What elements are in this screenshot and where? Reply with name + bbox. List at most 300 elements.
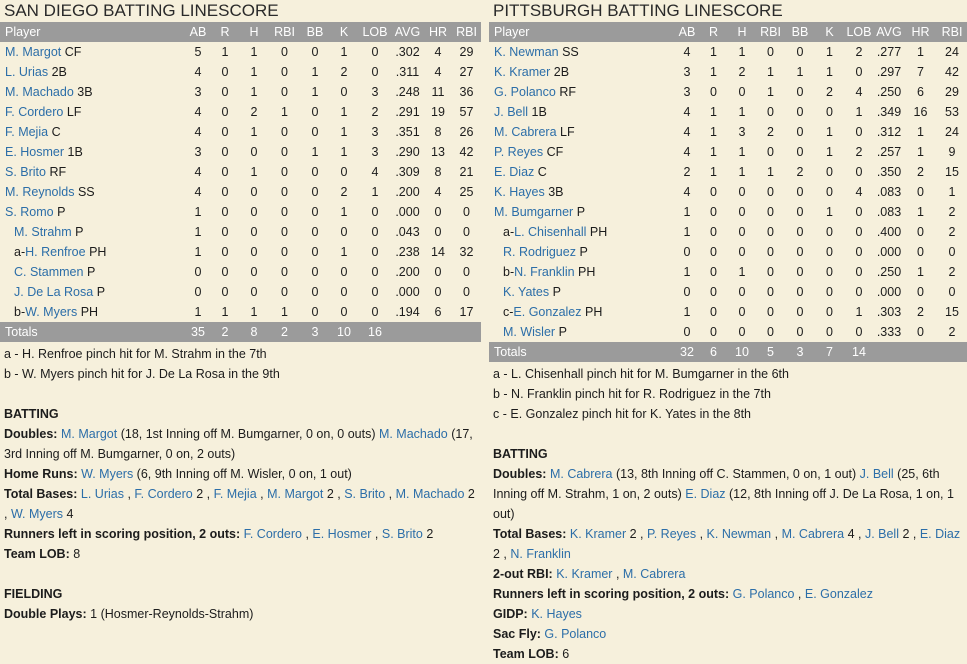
stat-cell: 4 bbox=[683, 145, 691, 159]
stat-cell: 0 bbox=[340, 265, 348, 279]
stat-label: Runners left in scoring position, 2 outs: bbox=[493, 587, 730, 601]
player-cell bbox=[489, 82, 675, 102]
stat-cell: 0 bbox=[250, 265, 258, 279]
stat-cell: .200 bbox=[395, 185, 420, 199]
player-link[interactable]: M. Margot bbox=[5, 45, 62, 59]
stat-cell: 3 bbox=[311, 325, 319, 339]
stat-label: Double Plays: bbox=[4, 607, 87, 621]
column-header: AVG bbox=[876, 25, 902, 39]
stat-cell: 1 bbox=[767, 165, 774, 179]
stat-cell: .000 bbox=[395, 205, 420, 219]
stat-cell: 0 bbox=[434, 285, 442, 299]
player-link[interactable]: K. Newman bbox=[494, 45, 559, 59]
stat-cell: 0 bbox=[767, 325, 774, 339]
stat-cell: 0 bbox=[796, 185, 804, 199]
player-link[interactable]: G. Polanco bbox=[494, 85, 556, 99]
player-link[interactable]: G. Polanco bbox=[732, 587, 795, 601]
stat-cell: 2 bbox=[855, 45, 863, 59]
stat-cell: 0 bbox=[855, 225, 863, 239]
column-header: K bbox=[339, 25, 349, 39]
stat-label: Doubles: bbox=[493, 467, 547, 481]
stat-cell: 0 bbox=[463, 285, 470, 299]
stat-cell: 3 bbox=[371, 125, 379, 139]
stat-text: 6 bbox=[562, 647, 570, 661]
stat-cell: 1 bbox=[311, 85, 319, 99]
player-link[interactable]: F. Cordero bbox=[134, 487, 193, 501]
table-row bbox=[489, 202, 967, 222]
player-link[interactable]: E. Diaz bbox=[494, 165, 535, 179]
stat-cell: 0 bbox=[855, 65, 863, 79]
stat-cell: 0 bbox=[767, 145, 774, 159]
player-link[interactable]: S. Romo bbox=[5, 205, 54, 219]
player-link[interactable]: M. Machado bbox=[378, 427, 448, 441]
stat-cell: 0 bbox=[710, 85, 717, 99]
position: RF bbox=[559, 85, 576, 99]
stat-cell: .000 bbox=[876, 245, 902, 259]
player-link[interactable]: M. Bumgarner bbox=[494, 205, 574, 219]
stat-cell: 1 bbox=[767, 85, 774, 99]
player-link[interactable]: L. Urias bbox=[5, 65, 49, 79]
player-link[interactable]: S. Brito bbox=[344, 487, 386, 501]
stat-cell: 8 bbox=[434, 165, 442, 179]
stat-cell: 0 bbox=[796, 305, 804, 319]
stat-cell: 2 bbox=[767, 125, 774, 139]
stat-cell: 1 bbox=[250, 305, 258, 319]
player-link[interactable]: E. Diaz bbox=[919, 527, 961, 541]
stat-cell: 1 bbox=[917, 45, 924, 59]
stat-cell: 0 bbox=[710, 285, 717, 299]
stat-cell: 0 bbox=[281, 245, 288, 259]
table-row bbox=[0, 62, 481, 82]
position: 2B bbox=[553, 65, 570, 79]
player-link[interactable]: C. Stammen bbox=[14, 265, 84, 279]
stat-cell: 2 bbox=[221, 325, 229, 339]
stat-cell: 0 bbox=[434, 205, 442, 219]
stat-cell: 1 bbox=[826, 65, 833, 79]
stat-cell: 0 bbox=[221, 285, 229, 299]
stat-cell: 1 bbox=[948, 185, 956, 199]
stat-cell: 8 bbox=[434, 125, 442, 139]
player-link[interactable]: E. Hosmer bbox=[312, 527, 372, 541]
stat-cell: 0 bbox=[826, 165, 833, 179]
stat-cell: 0 bbox=[340, 165, 348, 179]
player-link[interactable]: M. Wisler bbox=[503, 325, 556, 339]
stat-cell: 0 bbox=[221, 125, 229, 139]
column-header: HR bbox=[911, 25, 930, 39]
stat-cell: 0 bbox=[221, 85, 229, 99]
stat-cell: 2 bbox=[371, 105, 379, 119]
stat-text: 4 , bbox=[844, 527, 865, 541]
player-link[interactable]: M. Cabrera bbox=[549, 467, 613, 481]
stat-line bbox=[4, 424, 477, 464]
player-link[interactable]: E. Gonzalez bbox=[513, 305, 582, 319]
stat-cell: 3 bbox=[194, 85, 202, 99]
player-link[interactable]: M. Cabrera bbox=[494, 125, 557, 139]
stat-cell: 1 bbox=[194, 205, 202, 219]
player-link[interactable]: M. Margot bbox=[267, 487, 324, 501]
stat-line bbox=[4, 604, 477, 624]
stat-cell: 36 bbox=[459, 85, 474, 99]
stat-cell: .248 bbox=[395, 85, 420, 99]
table-row bbox=[489, 102, 967, 122]
stat-cell: 0 bbox=[796, 125, 804, 139]
column-header: RBI bbox=[274, 25, 295, 39]
stat-cell: 1 bbox=[250, 165, 258, 179]
player-link[interactable]: M. Machado bbox=[5, 85, 74, 99]
stat-cell: 0 bbox=[463, 205, 470, 219]
position: SS bbox=[77, 185, 95, 199]
table-row bbox=[0, 302, 481, 322]
stat-cell: 3 bbox=[371, 145, 379, 159]
table-row bbox=[489, 282, 967, 302]
stat-cell: 0 bbox=[434, 265, 442, 279]
player-cell bbox=[489, 242, 675, 262]
stat-cell: 1 bbox=[855, 105, 863, 119]
stat-cell: .303 bbox=[876, 305, 902, 319]
stat-label: Home Runs: bbox=[4, 467, 78, 481]
position: P bbox=[57, 205, 66, 219]
table-row bbox=[489, 322, 967, 342]
stat-cell: 0 bbox=[250, 145, 258, 159]
stat-cell: 10 bbox=[735, 345, 749, 359]
stat-label: Total Bases: bbox=[4, 487, 78, 501]
stat-cell: 0 bbox=[311, 105, 319, 119]
stat-cell: 0 bbox=[340, 225, 348, 239]
player-link[interactable]: J. Bell bbox=[494, 105, 529, 119]
stat-cell: 0 bbox=[767, 105, 774, 119]
player-link[interactable]: J. Bell bbox=[864, 527, 899, 541]
player-link[interactable]: M. Cabrera bbox=[622, 567, 686, 581]
stat-cell: 0 bbox=[796, 45, 804, 59]
stat-cell: 0 bbox=[826, 225, 833, 239]
stat-cell: 0 bbox=[281, 125, 288, 139]
stat-cell: 0 bbox=[221, 205, 229, 219]
position: P bbox=[86, 265, 96, 279]
stat-cell: .291 bbox=[395, 105, 420, 119]
stat-cell: 0 bbox=[281, 265, 288, 279]
stat-cell: 32 bbox=[680, 345, 694, 359]
stat-cell: 0 bbox=[710, 225, 717, 239]
stat-cell: 0 bbox=[796, 225, 804, 239]
stat-cell: 1 bbox=[826, 145, 833, 159]
stat-cell: 16 bbox=[368, 325, 382, 339]
player-link[interactable]: R. Rodriguez bbox=[503, 245, 576, 259]
stat-cell: 1 bbox=[194, 225, 202, 239]
stat-cell: 0 bbox=[340, 305, 348, 319]
stat-cell: 4 bbox=[855, 85, 863, 99]
stat-cell: 0 bbox=[855, 245, 863, 259]
header-row bbox=[0, 22, 481, 42]
stat-cell: 0 bbox=[340, 285, 348, 299]
player-link[interactable]: F. Cordero bbox=[5, 105, 64, 119]
stat-cell: 1 bbox=[826, 125, 833, 139]
stat-cell: 2 bbox=[826, 85, 833, 99]
position: LF bbox=[66, 105, 82, 119]
notes bbox=[0, 342, 481, 624]
stat-line bbox=[4, 544, 477, 564]
player-link[interactable]: K. Hayes bbox=[531, 607, 582, 621]
column-header: R bbox=[220, 25, 230, 39]
stat-cell: 1 bbox=[855, 305, 863, 319]
stat-cell: 1 bbox=[281, 305, 288, 319]
table-row bbox=[489, 242, 967, 262]
player-link[interactable]: K. Yates bbox=[503, 285, 550, 299]
stat-cell: 1 bbox=[250, 85, 258, 99]
stat-cell: 0 bbox=[917, 285, 924, 299]
stat-cell: 2 bbox=[917, 305, 924, 319]
stat-text: 2 , bbox=[323, 487, 345, 501]
table-row bbox=[0, 122, 481, 142]
player-link[interactable]: F. Mejia bbox=[213, 487, 257, 501]
stat-cell: 0 bbox=[710, 265, 717, 279]
player-cell bbox=[489, 62, 675, 82]
stat-cell: .238 bbox=[395, 245, 420, 259]
stat-cell: 0 bbox=[738, 305, 746, 319]
stat-cell: .309 bbox=[395, 165, 420, 179]
stat-label: Runners left in scoring position, 2 outs: bbox=[4, 527, 241, 541]
stat-line bbox=[493, 644, 963, 664]
position: CF bbox=[64, 45, 82, 59]
stat-cell: 0 bbox=[221, 225, 229, 239]
player-cell bbox=[489, 262, 675, 282]
player-link[interactable]: K. Kramer bbox=[569, 527, 627, 541]
stat-cell: .349 bbox=[876, 105, 902, 119]
stat-cell: 2 bbox=[917, 165, 924, 179]
table-row bbox=[489, 162, 967, 182]
player-link[interactable]: S. Brito bbox=[381, 527, 423, 541]
stat-cell: 8 bbox=[250, 325, 258, 339]
stat-text: 4 bbox=[63, 507, 74, 521]
stat-cell: 0 bbox=[683, 325, 691, 339]
position: P bbox=[579, 245, 588, 259]
player-cell bbox=[0, 282, 186, 302]
player-link[interactable]: G. Polanco bbox=[544, 627, 607, 641]
player-link[interactable]: F. Cordero bbox=[243, 527, 302, 541]
stat-cell: 4 bbox=[434, 65, 442, 79]
column-header: R bbox=[708, 25, 719, 39]
stat-cell bbox=[937, 342, 967, 362]
totals-label: Totals bbox=[494, 345, 527, 359]
stat-cell: 0 bbox=[683, 245, 691, 259]
stat-cell: 4 bbox=[194, 185, 202, 199]
stat-text: 2 , bbox=[4, 487, 475, 521]
stat-cell: 0 bbox=[917, 225, 924, 239]
player-cell bbox=[0, 262, 186, 282]
stat-cell: 21 bbox=[459, 165, 474, 179]
stat-cell: 2 bbox=[948, 225, 956, 239]
spacer bbox=[4, 384, 477, 404]
stat-cell: 0 bbox=[221, 165, 229, 179]
stat-text: 1 (Hosmer-Reynolds-Strahm) bbox=[90, 607, 254, 621]
stat-cell: 0 bbox=[463, 265, 470, 279]
stat-cell: 0 bbox=[281, 165, 288, 179]
stat-cell: 2 bbox=[340, 185, 348, 199]
column-header: BB bbox=[791, 25, 809, 39]
stat-cell: .297 bbox=[876, 65, 902, 79]
stat-cell: 42 bbox=[945, 65, 959, 79]
stat-cell: 1 bbox=[710, 125, 717, 139]
player-link[interactable]: E. Hosmer bbox=[5, 145, 65, 159]
table-row bbox=[489, 262, 967, 282]
player-link[interactable]: S. Brito bbox=[5, 165, 46, 179]
column-header: RBI bbox=[760, 25, 781, 39]
stat-cell: 1 bbox=[738, 105, 746, 119]
stat-cell: 24 bbox=[945, 45, 959, 59]
stat-cell: 0 bbox=[917, 325, 924, 339]
stat-cell: 0 bbox=[826, 305, 833, 319]
table-row bbox=[0, 82, 481, 102]
player-link[interactable]: M. Cabrera bbox=[781, 527, 845, 541]
player-cell bbox=[489, 122, 675, 142]
footnote: a - H. Renfroe pinch hit for M. Strahm in the 7th bbox=[4, 347, 267, 361]
stat-cell: 0 bbox=[281, 85, 288, 99]
player-link[interactable]: K. Newman bbox=[706, 527, 772, 541]
stat-cell: 6 bbox=[710, 345, 717, 359]
player-link[interactable]: M. Reynolds bbox=[5, 185, 75, 199]
stat-cell: 3 bbox=[194, 145, 202, 159]
player-link[interactable]: J. Bell bbox=[859, 467, 894, 481]
player-link[interactable]: L. Urias bbox=[80, 487, 124, 501]
footnote: a - L. Chisenhall pinch hit for M. Bumgarner in the 6th bbox=[493, 367, 789, 381]
stat-cell: 1 bbox=[917, 205, 924, 219]
stat-cell: 0 bbox=[796, 205, 804, 219]
player-cell bbox=[0, 182, 186, 202]
player-link[interactable]: W. Myers bbox=[81, 467, 134, 481]
stat-cell: 0 bbox=[371, 225, 379, 239]
batting-table bbox=[489, 22, 967, 362]
stat-cell: 0 bbox=[855, 205, 863, 219]
spacer bbox=[4, 564, 477, 584]
position: P bbox=[558, 325, 567, 339]
position: P bbox=[552, 285, 561, 299]
stat-cell: 0 bbox=[738, 205, 746, 219]
player-cell bbox=[489, 282, 675, 302]
stat-cell: 35 bbox=[191, 325, 205, 339]
player-link[interactable]: K. Kramer bbox=[556, 567, 613, 581]
stat-text: 2 , bbox=[898, 527, 920, 541]
position: LF bbox=[560, 125, 575, 139]
stat-cell: 0 bbox=[855, 325, 863, 339]
column-header: AB bbox=[678, 25, 696, 39]
player-link[interactable]: N. Franklin bbox=[510, 547, 571, 561]
player-link[interactable]: L. Chisenhall bbox=[514, 225, 587, 239]
stat-cell: .194 bbox=[395, 305, 420, 319]
stat-cell: 1 bbox=[710, 145, 717, 159]
stat-label: 2-out RBI: bbox=[493, 567, 553, 581]
batting-table bbox=[0, 22, 481, 342]
player-cell bbox=[489, 182, 675, 202]
player-link[interactable]: J. De La Rosa bbox=[14, 285, 94, 299]
player-link[interactable]: E. Gonzalez bbox=[804, 587, 873, 601]
stat-cell: .250 bbox=[876, 265, 902, 279]
player-link[interactable]: F. Mejia bbox=[5, 125, 49, 139]
player-link[interactable]: K. Kramer bbox=[494, 65, 551, 79]
player-link[interactable]: K. Hayes bbox=[494, 185, 545, 199]
stat-cell: 29 bbox=[945, 85, 959, 99]
player-link[interactable]: P. Reyes bbox=[494, 145, 544, 159]
notes bbox=[489, 362, 967, 664]
stat-cell: 1 bbox=[710, 65, 717, 79]
stat-cell: 2 bbox=[948, 265, 956, 279]
stat-cell: 4 bbox=[683, 45, 691, 59]
table-row bbox=[0, 102, 481, 122]
stat-cell: .257 bbox=[876, 145, 902, 159]
stat-cell: 1 bbox=[917, 125, 924, 139]
table-row bbox=[489, 82, 967, 102]
player-cell bbox=[0, 62, 186, 82]
table-row bbox=[0, 222, 481, 242]
stat-label: Team LOB: bbox=[493, 647, 559, 661]
player-link[interactable]: P. Reyes bbox=[647, 527, 697, 541]
stat-cell: .302 bbox=[395, 45, 420, 59]
stat-cell: 2 bbox=[796, 165, 804, 179]
stat-cell: 0 bbox=[738, 85, 746, 99]
stat-cell: 0 bbox=[738, 285, 746, 299]
stat-cell: 2 bbox=[683, 165, 691, 179]
stat-cell: 0 bbox=[371, 285, 379, 299]
totals-row bbox=[489, 342, 967, 362]
player-link[interactable]: W. Myers bbox=[10, 507, 64, 521]
stat-line bbox=[493, 524, 963, 564]
player-link[interactable]: M. Machado bbox=[395, 487, 465, 501]
stat-line bbox=[4, 484, 477, 524]
sub-letter: c- bbox=[503, 305, 514, 319]
stat-cell: 6 bbox=[434, 305, 442, 319]
stat-cell: 1 bbox=[250, 125, 258, 139]
stat-cell: 1 bbox=[340, 245, 348, 259]
column-header: LOB bbox=[362, 25, 388, 39]
stat-text: 2 , bbox=[493, 547, 511, 561]
stat-cell: 3 bbox=[796, 345, 804, 359]
position: 1B bbox=[531, 105, 547, 119]
stat-text: 2 , bbox=[192, 487, 214, 501]
stat-cell: 2 bbox=[948, 325, 956, 339]
stat-cell: 3 bbox=[683, 65, 691, 79]
stat-cell: 0 bbox=[311, 225, 319, 239]
footnote: b - W. Myers pinch hit for J. De La Rosa in the 9th bbox=[4, 367, 280, 381]
column-header: K bbox=[825, 25, 834, 39]
player-cell bbox=[489, 222, 675, 242]
stat-cell: 0 bbox=[311, 305, 319, 319]
player-link[interactable]: M. Margot bbox=[60, 427, 118, 441]
stat-cell: 0 bbox=[340, 85, 348, 99]
stat-cell: 0 bbox=[281, 225, 288, 239]
stat-cell: 24 bbox=[945, 125, 959, 139]
stat-line bbox=[493, 584, 963, 604]
player-link[interactable]: M. Strahm bbox=[14, 225, 72, 239]
stat-cell: 0 bbox=[221, 265, 229, 279]
panel-title: PITTSBURGH BATTING LINESCORE bbox=[493, 1, 783, 20]
player-link[interactable]: E. Diaz bbox=[685, 487, 726, 501]
footnote: c - E. Gonzalez pinch hit for K. Yates in the 8th bbox=[493, 407, 752, 421]
stat-line bbox=[4, 464, 477, 484]
stat-cell: 5 bbox=[767, 345, 774, 359]
stat-cell: 0 bbox=[281, 145, 288, 159]
player-cell bbox=[489, 202, 675, 222]
stat-cell: 0 bbox=[311, 285, 319, 299]
stat-cell: 0 bbox=[371, 245, 379, 259]
stat-text: , bbox=[371, 527, 382, 541]
table-row bbox=[0, 202, 481, 222]
player-link[interactable]: N. Franklin bbox=[514, 265, 575, 279]
player-link[interactable]: H. Renfroe bbox=[25, 245, 86, 259]
stat-text: , bbox=[794, 587, 805, 601]
stat-cell: 1 bbox=[917, 265, 924, 279]
stat-cell: 0 bbox=[311, 45, 319, 59]
player-link[interactable]: W. Myers bbox=[25, 305, 78, 319]
totals-label: Totals bbox=[5, 325, 38, 339]
stat-cell: 4 bbox=[434, 185, 442, 199]
